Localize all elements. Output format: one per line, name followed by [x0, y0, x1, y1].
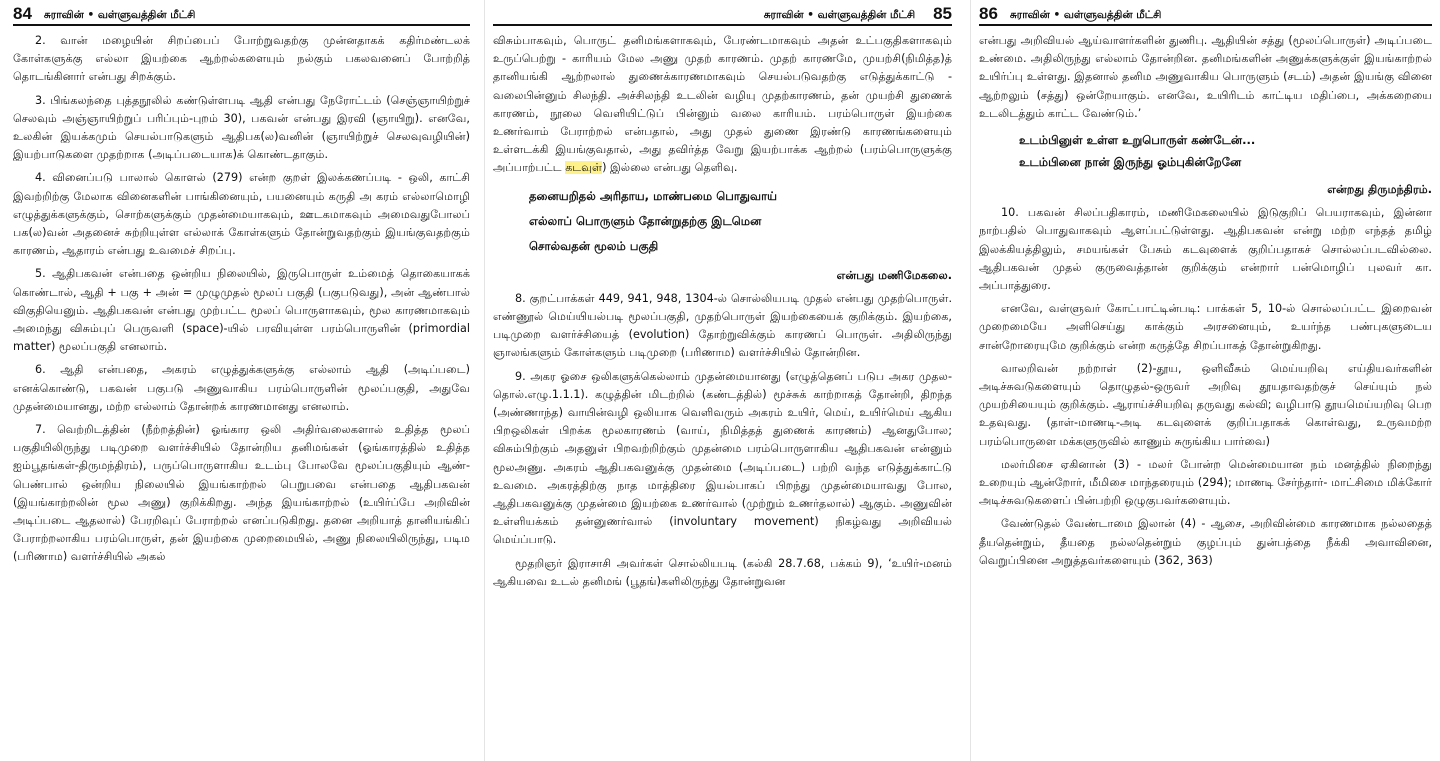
continued-paragraph: என்பது அறிவியல் ஆய்வாளர்களின் துணிபு. ஆதியின் சத்து (மூலப்பொருள்) அடிப்படை உண்மை. அதிலிருந்து எல்லாம் தோன்றின. தனிமங்களின் அணுக்களுக்குள் இயங்காற்றல் உயிர்ப்பு உள்ளது. இதனால் தனிம அணுவாகிய பொருளும் (சடம்) அதன் இயங்கு வினை ஆற்றலும் (சத்து) ஒன்றேயாகும். எனவே, உயிரிடம் காட்டிய மதிப்பை, அக்கறையை உடலிடத்தும் காட்ட வேண்டும்.’ [979, 34, 1432, 120]
note-3: 3. பிங்கலந்தை புத்தநூலில் கண்டுள்ளபடி ஆதி என்பது நேரோட்டம் (செஞ்ஞாயிற்றுச் செலவும் அஞ்ஞாயிற்றுப் பரிப்பும்-புறம் 30), பகவன் என்பது இரவி (ஞாயிறு). எனவே, உலகின் இயக்கமும் செயல்பாடுகளும் ஆதிபக(ல)வனின் (ஞாயிற்றுச் செலவுவழியின்) இயற்பாடுகளை முதற்றாக (அடிப்படையாக)க் கொண்டதாகும். [13, 93, 470, 162]
paragraph-end: ) இல்லை என்பது தெளிவு. [602, 161, 738, 175]
verse-attribution: என்றது திருமந்திரம். [1327, 183, 1432, 197]
verse-line: சொல்வதன் மூலம் பகுதி [529, 238, 659, 253]
continued-paragraph [493, 32, 952, 178]
running-title: சுராவின் • வள்ளுவத்தின் மீட்சி [43, 9, 196, 21]
paragraph-text: விசும்பாகவும், பொருட் தனிமங்களாகவும், பேரண்டமாகவும் அதன் உட்பகுதிகளாகவும் உருப்பெற்று - காரியம் மேல அணு முதற் காரணம். முதற் காரணமே, முயற்சி(நிமித்த)த் தானியங்கி ஆற்றலால் துணைக்காரணமாகவும் செயல்படுவதற்கு எடுத்துக்காட்டு - வலைபின்னும் சிலந்தி. அச்சிலந்தி உடலின் வழியு முதற்காரணம், தன் முயற்சி துணைக் காரணம், நூலை வெளியிட்டுப் பின்னும் வலை காரியம். பரம்பொருள் இயற்கை உணர்வாம் பேராற்றல் என்பதால், அது முதல் துணை இரண்டு காரணங்களையும் உள்ளடக்கி இயங்குவதால், அது தவிர்த்த வேறு இயற்பாக்க ஆற்றல் (பரம்பொருளுக்கு அப்பாற்பட்ட [493, 34, 952, 175]
verse-block [1019, 129, 1432, 173]
page-86 [970, 0, 1440, 761]
valarivan-note: வாலறிவன் நற்றாள் (2)-தூய, ஒளிவீசும் மெய்யறிவு எய்தியவர்களின் அடிச்சுவடுகளையும் தொழுதல்-ஒருவர் அறிவு தூயதாவதற்குச் செய்யும் நல் முயற்சியையும் குறிக்கும். ஆராய்ச்சியறிவு தருவது கல்வி; வழிபாடு தூயமெய்யறிவு பெற உதவுவது. (தாள்-மாணடி-அடி கடவுளைக் குறிப்பதாகக் கொள்வது, உருவமற்ற பரம்பொருளை மக்களுருவில் காணும் சுருங்கிய பார்வை) [979, 361, 1432, 448]
note-6: 6. ஆதி என்பதை, அகரம் எழுத்துக்களுக்கு எல்லாம் ஆதி (அடிப்படை) எனக்கொண்டு, பகவன் பகுபடு அணுவாகிய பரம்பொருளின் மூலப்பகுதி, அதுவே முதன்மையானது, மற்ற எல்லாம் தோன்றக் காரணமானது எனலாம். [13, 363, 470, 413]
venduthal-note: வேண்டுதல் வேண்டாமை இலான் (4) - ஆசை, அறிவின்மை காரணமாக நல்லதைத் தீயதென்றும், தீயதை நல்லதென்றும் குழப்பும் துன்பத்தை நீக்கி அவாவினை, வெறுப்பினை அறுத்தவர்களையும் (362, 363) [979, 517, 1432, 567]
note-9: 9. அகர ஓசை ஒலிகளுக்கெல்லாம் முதன்மையானது (எழுத்தெனப் படுப அகர முதல- தொல்.எழு.1.1.1). கழுத்தின் மிடற்றில் (கண்டத்தில்) மூச்சுக் காற்றாகத் தோன்றி, திறந்த (அண்ணாந்த) வாயின்வழி ஒலியாக வெளிவரும் அகரம் உயிர், மெய், உயிர்மெய் ஆகிய பிறஒலிகள் பிறக்க மூலகாரணம் (வாய், நிமித்தத் துணைக் காரணம்) ஆனதுபோல; விசும்பிற்கும் அதனுள் பிறவற்றிற்கும் முதன்மை பரம்பொருளாகிய ஆதிபகவன் என்னும் மூலஅணு. அகரம் ஆதிபகவனுக்கு முதன்மை (அடிப்படை) பற்றி வந்த எடுத்துக்காட்டு உவமை. அகரத்திற்கு நாத மாத்திரை இயல்பாகப் பிறந்து முதன்மையாவது போல, ஆதிபகவனுக்கு முதன்மை இயற்கை உணர்வால் (முற்றும் உணர்தலால்) ஆகும். அணுவின் உள்ளியக்கம் தன்னுணர்வால் (involuntary movement) நிகழ்வது அறிவியல் மெய்ப்பாடு. [493, 369, 952, 547]
note-7: 7. வெற்றிடத்தின் (நீற்றத்தின்) ஓங்கார ஒலி அதிர்வலைகளால் உதித்த மூலப் பகுதியிலிருந்து படிமுறை வளர்ச்சியில் தோன்றிய தனிமங்கள் (ஓங்காரத்தில் உதித்த ஐம்பூதங்கள்-திருமந்திரம்), பருப்பொருளாகிய உடம்பு போலவே மூலப்பகுதியும் ஆண்-பெண்பால் ஒன்றிய நிலையில் இயங்காற்றல் பெறுபவை என்பதை ஆதிபகவன் (இயங்காற்றலின் மூல அணு) குறிக்கிறது. அந்த இயங்காற்றல் (உயிர்ப்பே அறிவின் அடிப்படை ஆதலால்) பேரறிவுப் பேராற்றல் எனப்படுகிறது. தனை அறியாத் தானியங்கிப் பேராற்றலாகிய பரம்பொருள், தன் இயற்கை முறைமையில், அணு நிலையிலிருந்து, படிம (பரிணாம) வளர்ச்சியில் அகல் [13, 423, 470, 564]
note-8: 8. குறட்பாக்கள் 449, 941, 948, 1304-ல் சொல்லியபடி முதல் என்பது முதற்பொருள். எண்ணூல் மெய்யியல்படி மூலப்பகுதி, முதற்பொருள் இயற்கையைக் குறிக்கும். இயற்கை, படிமுறை வளர்ச்சியைத் (evolution) தோற்றுவிக்கும் காரணப் பொருள். அதிலிருந்து ஞாலங்களும் கோள்களும் படிமுறை (பரிணாம) வளர்ச்சியில் தோன்றின. [493, 291, 952, 360]
verse-line: எல்லாப் பொருளும் தோன்றுதற்கு இடமென [529, 213, 762, 228]
running-title: சுராவின் • வள்ளுவத்தின் மீட்சி [763, 9, 916, 21]
note-10: 10. பகவன் சிலப்பதிகாரம், மணிமேகலையில் இடுகுறிப் பெயராகவும், இன்னா நாற்பதில் பொதுவாகவும் ஆளப்பட்டுள்ளது. ஆதிபகவன் என்று மற்ற எந்தத் தமிழ் இலக்கியத்திலும், சமயங்கள் பேசும் கடவுளைக் குறிப்பதாகச் சொல்லப்படவில்லை. ஆதிபகவன் முதல் குருவைத்தான் குறிக்கும் என்றார் பன்மொழிப் புலவர் கா. அப்பாத்துரை. [979, 206, 1432, 293]
note-2: 2. வான் மழையின் சிறப்பைப் போற்றுவதற்கு முன்னதாகக் கதிர்மண்டலக் கோள்களுக்கு எல்லா இயற்கை ஆற்றல்களையும் நல்கும் பகலவனைப் போற்றித் தொடங்கினார் என்பது சிறக்கும். [13, 34, 470, 84]
page-body [979, 32, 1432, 570]
verse-attribution: என்பது மணிமேகலை. [836, 268, 952, 282]
page-84 [0, 0, 478, 761]
malarmisai-note: மலர்மிசை ஏகினான் (3) - மலர் போன்ற மென்மையான நம் மனத்தில் நிறைந்து உறையும் ஆன்றோர், மீமிசை மாந்தரையும் (294); மாணடி சேர்ந்தார்- மாட்சிமை மிக்கோர் அடிச்சுவடுகளைப் பின்பற்றி ஒழுகுபவர்களையும். [979, 457, 1432, 508]
page-number: 84 [13, 4, 32, 23]
page-header [979, 0, 1432, 26]
valluvar-doctrine: எனவே, வள்ளுவர் கோட்பாட்டின்படி: பாக்கள் 5, 10-ல் சொல்லப்பட்ட இறைவன் முறைமையே அளிசெய்து காக்கும் அரசனையும், உயர்ந்த பண்புகளுடைய சான்றோரையுமே குறிக்கும் என்ற கருத்தே சிறப்பாகத் தோன்றுகிறது. [979, 302, 1432, 352]
page-header [493, 0, 952, 26]
page-85 [484, 0, 962, 761]
running-title: சுராவின் • வள்ளுவத்தின் மீட்சி [1009, 9, 1162, 21]
rajaji-quote: மூதறிஞர் இராசாசி அவர்கள் சொல்லியபடி (கல்கி 28.7.68, பக்கம் 9), ‘உயிர்-மனம் ஆகியவை உடல் தனிமங் (பூதங்)களிலிருந்து தோன்றுவன [493, 556, 952, 588]
page-number: 86 [979, 4, 998, 23]
highlighted-word: கடவுள் [565, 161, 603, 175]
note-4: 4. வினைப்படு பாலால் கொளல் (279) என்ற குறள் இலக்கணப்படி - ஒலி, காட்சி இவற்றிற்கு மேலாக வினைகளின் பாங்கினையும், பயனையும் கருதி அ கரம் எல்லாமொழி எழுத்துக்களுக்கும், சொற்களுக்கும் முதன்மையாகவும், ஊடகமாகவும் அமைவதுபோலப் பக(ல)வன் அதனைச் சுற்றியுள்ள எல்லாக் கோள்களும் தோன்றுவதற்கும் இயங்குவதற்கும் காரணம், ஆதாரம் என்பது உவமைச் சிறப்பு. [13, 171, 470, 258]
verse-line: உடம்பினுள் உள்ள உறுபொருள் கண்டேன்... [1019, 133, 1256, 148]
verse-line: தனையறிதல் அரிதாய, மாண்பமை பொதுவாய் [529, 188, 778, 203]
page-number: 85 [933, 4, 952, 23]
verse-line: உடம்பினை நான் இருந்து ஓம்புகின்றேனே [1019, 155, 1242, 170]
page-body [13, 32, 470, 567]
verse-block [529, 184, 952, 259]
page-header [13, 0, 470, 26]
page-body [493, 32, 952, 591]
note-5: 5. ஆதிபகவன் என்பதை ஒன்றிய நிலையில், இருபொருள் உம்மைத் தொகையாகக் கொண்டால், ஆதி + பகு + அன் = முழுமுதல் மூலப் பகுதி (பகுபடுவது), அன் ஆண்பால் விகுதியெனும். ஆதிபகவன் என்பது முற்பட்ட மூலப் பொருளாகவும், மூல காரணமாகவும் அமைந்து விசும்புப் பெருவளி (space)-யில் பரவியுள்ள பரம்பொருளின் (primordial matter) மூலப்பகுதி எனலாம். [13, 267, 470, 354]
